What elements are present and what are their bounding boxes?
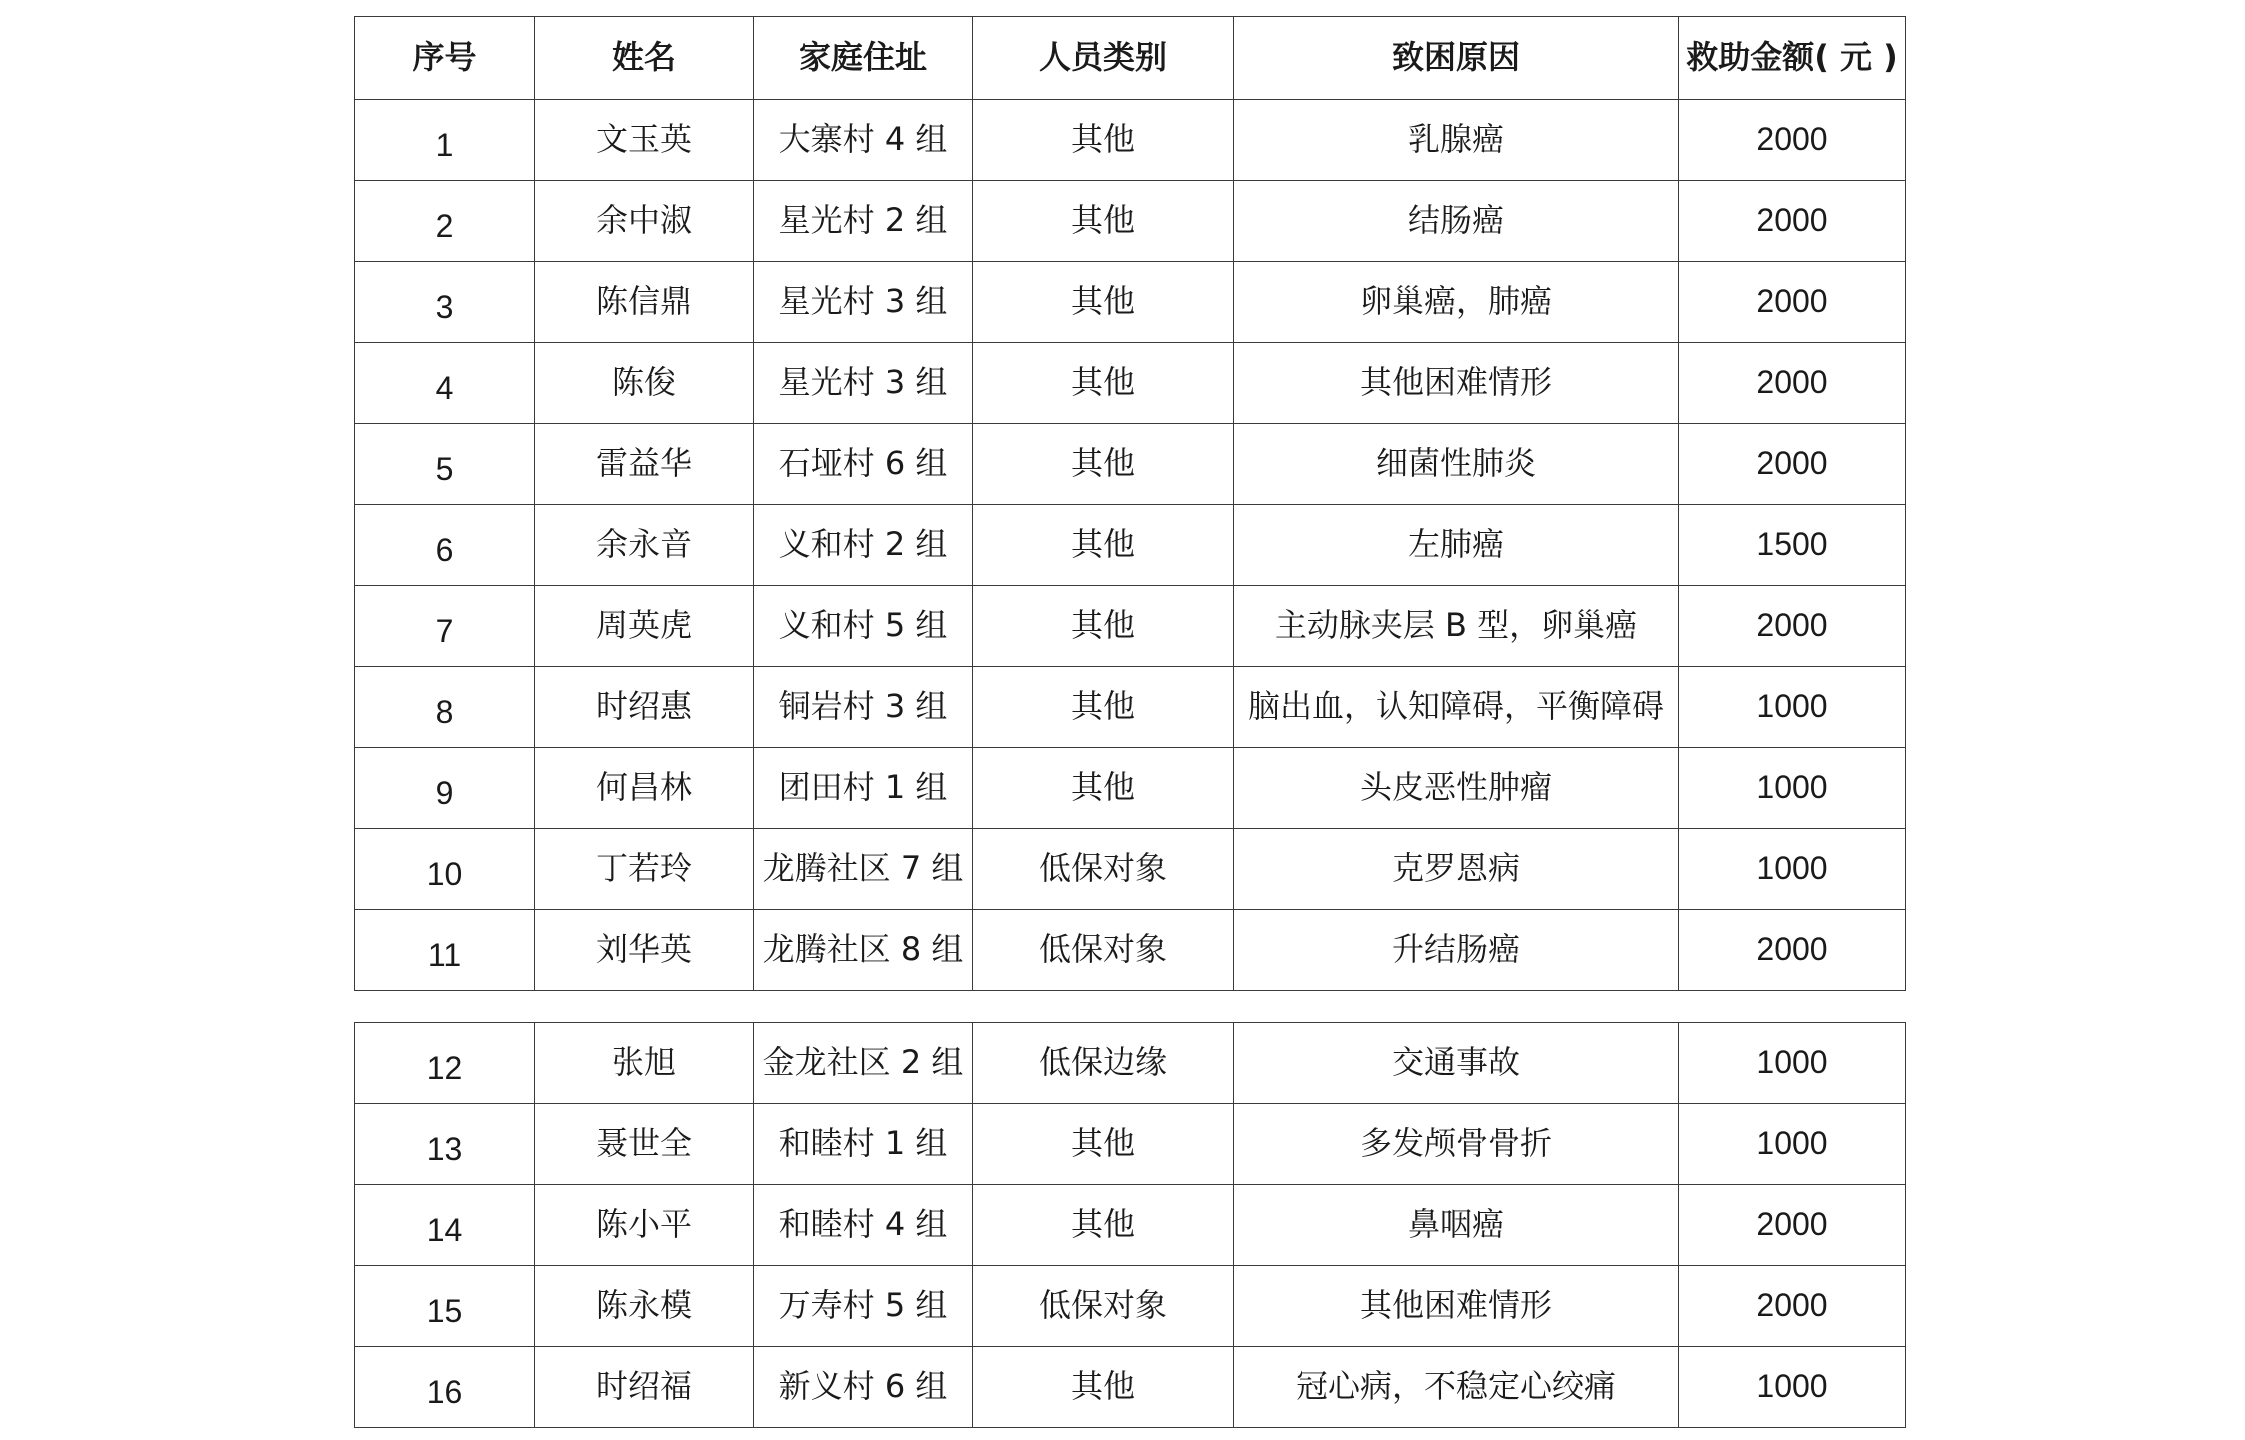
cell-category (973, 1023, 1234, 1104)
cell-category-text: 其他 (1070, 201, 1135, 240)
cell-reason (1234, 1023, 1679, 1104)
cell-reason (1234, 1185, 1679, 1266)
cell-index-text: 12 (426, 1050, 463, 1087)
cell-address (754, 100, 973, 181)
cell-address-text: 石垭村 6 组 (778, 444, 948, 483)
cell-index (355, 1023, 535, 1104)
cell-index (355, 1347, 535, 1428)
cell-amount (1679, 181, 1906, 262)
cell-name-text: 陈俊 (611, 363, 676, 402)
cell-reason-text: 升结肠癌 (1391, 930, 1520, 969)
table-row (355, 748, 1906, 829)
cell-amount-text: 2000 (1756, 121, 1828, 158)
cell-reason-text: 头皮恶性肿瘤 (1359, 768, 1552, 807)
cell-reason (1234, 667, 1679, 748)
cell-category (973, 505, 1234, 586)
cell-name-text: 周英虎 (595, 606, 692, 645)
cell-amount-text: 2000 (1756, 445, 1828, 482)
cell-address (754, 829, 973, 910)
cell-name (535, 748, 754, 829)
cell-index (355, 586, 535, 667)
cell-address (754, 910, 973, 991)
cell-category-text: 其他 (1070, 444, 1135, 483)
table-row (355, 343, 1906, 424)
cell-name (535, 910, 754, 991)
cell-index-text: 10 (426, 856, 463, 893)
cell-reason-text: 其他困难情形 (1359, 1286, 1552, 1325)
table-row (355, 424, 1906, 505)
cell-name (535, 829, 754, 910)
cell-index (355, 505, 535, 586)
table-row (355, 1347, 1906, 1428)
cell-reason-text: 交通事故 (1391, 1043, 1520, 1082)
cell-category (973, 181, 1234, 262)
cell-index (355, 748, 535, 829)
table-row (355, 1104, 1906, 1185)
cell-address-text: 义和村 5 组 (778, 606, 948, 645)
table-row (355, 1266, 1906, 1347)
cell-amount-text: 1000 (1756, 1125, 1828, 1162)
cell-address-text: 龙腾社区 7 组 (762, 849, 964, 888)
table-row (355, 667, 1906, 748)
cell-name (535, 1266, 754, 1347)
header-reason: 致困原因 (1234, 17, 1679, 100)
table-body-part-2 (355, 1023, 1906, 1428)
table-row (355, 100, 1906, 181)
cell-category-text: 低保边缘 (1038, 1043, 1167, 1082)
cell-reason (1234, 910, 1679, 991)
cell-reason-text: 克罗恩病 (1391, 849, 1520, 888)
cell-amount-text: 2000 (1756, 283, 1828, 320)
cell-index (355, 100, 535, 181)
cell-reason-text: 多发颅骨骨折 (1359, 1124, 1552, 1163)
cell-reason (1234, 262, 1679, 343)
cell-index-text: 4 (435, 370, 454, 407)
cell-category (973, 1266, 1234, 1347)
cell-amount (1679, 424, 1906, 505)
cell-amount-text: 1000 (1756, 769, 1828, 806)
cell-name (535, 586, 754, 667)
cell-address (754, 181, 973, 262)
header-index: 序号 (355, 17, 535, 100)
cell-category (973, 262, 1234, 343)
relief-table-part-1 (354, 16, 1906, 991)
cell-address (754, 1185, 973, 1266)
cell-name-text: 文玉英 (595, 120, 692, 159)
cell-address-text: 义和村 2 组 (778, 525, 948, 564)
cell-name-text: 陈信鼎 (595, 282, 692, 321)
cell-amount-text: 1000 (1756, 1368, 1828, 1405)
cell-reason (1234, 586, 1679, 667)
cell-amount (1679, 586, 1906, 667)
cell-index-text: 11 (427, 937, 462, 974)
cell-amount (1679, 910, 1906, 991)
cell-index (355, 181, 535, 262)
cell-index-text: 16 (426, 1374, 463, 1411)
cell-reason-text: 卵巢癌，肺癌 (1359, 282, 1552, 321)
cell-address-text: 和睦村 1 组 (778, 1124, 948, 1163)
cell-index-text: 6 (435, 532, 454, 569)
cell-category (973, 424, 1234, 505)
cell-reason-text: 冠心病，不稳定心绞痛 (1295, 1367, 1616, 1406)
cell-amount (1679, 343, 1906, 424)
cell-reason (1234, 100, 1679, 181)
cell-reason (1234, 1347, 1679, 1428)
cell-amount-text: 2000 (1756, 202, 1828, 239)
table-row (355, 1185, 1906, 1266)
cell-reason (1234, 1104, 1679, 1185)
cell-amount (1679, 748, 1906, 829)
cell-name (535, 1104, 754, 1185)
cell-reason-text: 主动脉夹层 B 型，卵巢癌 (1274, 606, 1638, 645)
cell-amount-text: 2000 (1756, 931, 1828, 968)
cell-reason-text: 细菌性肺炎 (1375, 444, 1536, 483)
header-address: 家庭住址 (754, 17, 973, 100)
cell-category (973, 667, 1234, 748)
cell-index-text: 2 (435, 208, 454, 245)
cell-category-text: 其他 (1070, 687, 1135, 726)
cell-category (973, 586, 1234, 667)
cell-name (535, 424, 754, 505)
cell-reason (1234, 343, 1679, 424)
cell-category (973, 1347, 1234, 1428)
cell-reason-text: 其他困难情形 (1359, 363, 1552, 402)
cell-category (973, 100, 1234, 181)
cell-address-text: 大寨村 4 组 (778, 120, 948, 159)
cell-address (754, 505, 973, 586)
cell-index-text: 14 (426, 1212, 463, 1249)
cell-reason (1234, 181, 1679, 262)
cell-address (754, 586, 973, 667)
cell-address (754, 262, 973, 343)
cell-name-text: 陈永模 (595, 1286, 692, 1325)
cell-address (754, 424, 973, 505)
cell-name (535, 1185, 754, 1266)
cell-name-text: 时绍惠 (595, 687, 692, 726)
cell-index (355, 910, 535, 991)
cell-amount (1679, 1266, 1906, 1347)
cell-amount (1679, 100, 1906, 181)
cell-amount-text: 2000 (1756, 607, 1828, 644)
cell-name-text: 陈小平 (595, 1205, 692, 1244)
cell-amount-text: 1000 (1756, 850, 1828, 887)
cell-index-text: 13 (426, 1131, 463, 1168)
cell-reason-text: 乳腺癌 (1407, 120, 1504, 159)
table-row (355, 910, 1906, 991)
cell-reason (1234, 829, 1679, 910)
cell-name (535, 1023, 754, 1104)
cell-category-text: 低保对象 (1038, 1286, 1167, 1325)
cell-index-text: 7 (435, 613, 454, 650)
table-row (355, 262, 1906, 343)
cell-amount (1679, 1185, 1906, 1266)
cell-amount (1679, 1104, 1906, 1185)
header-name: 姓名 (535, 17, 754, 100)
cell-amount-text: 1000 (1756, 1044, 1828, 1081)
cell-index-text: 15 (426, 1293, 463, 1330)
cell-index (355, 343, 535, 424)
cell-name (535, 667, 754, 748)
cell-category-text: 其他 (1070, 282, 1135, 321)
table-header-row (355, 17, 1906, 100)
cell-reason-text: 左肺癌 (1407, 525, 1504, 564)
cell-reason-text: 脑出血，认知障碍，平衡障碍 (1247, 687, 1664, 726)
header-amount: 救助金额( 元 ) (1679, 17, 1906, 100)
cell-address-text: 星光村 2 组 (778, 201, 948, 240)
cell-address-text: 团田村 1 组 (778, 768, 948, 807)
cell-name-text: 余永音 (595, 525, 692, 564)
cell-amount (1679, 1023, 1906, 1104)
cell-address (754, 343, 973, 424)
cell-index (355, 1104, 535, 1185)
cell-category-text: 其他 (1070, 606, 1135, 645)
cell-address (754, 1347, 973, 1428)
cell-category (973, 1104, 1234, 1185)
table-body-part-1 (355, 100, 1906, 991)
cell-index (355, 1185, 535, 1266)
cell-category (973, 910, 1234, 991)
cell-category-text: 其他 (1070, 363, 1135, 402)
cell-reason (1234, 505, 1679, 586)
cell-name (535, 262, 754, 343)
cell-name-text: 雷益华 (595, 444, 692, 483)
cell-reason (1234, 1266, 1679, 1347)
cell-index (355, 829, 535, 910)
cell-address-text: 万寿村 5 组 (778, 1286, 948, 1325)
cell-address-text: 金龙社区 2 组 (762, 1043, 964, 1082)
cell-index-text: 3 (435, 289, 454, 326)
cell-address-text: 星光村 3 组 (778, 282, 948, 321)
cell-index-text: 9 (435, 775, 454, 812)
cell-amount (1679, 505, 1906, 586)
cell-amount-text: 2000 (1756, 364, 1828, 401)
cell-name-text: 丁若玲 (595, 849, 692, 888)
cell-address (754, 667, 973, 748)
cell-reason (1234, 424, 1679, 505)
cell-category-text: 其他 (1070, 525, 1135, 564)
cell-index (355, 1266, 535, 1347)
cell-amount (1679, 667, 1906, 748)
table-row (355, 586, 1906, 667)
cell-amount-text: 2000 (1756, 1287, 1828, 1324)
cell-name (535, 505, 754, 586)
cell-reason-text: 鼻咽癌 (1407, 1205, 1504, 1244)
cell-category-text: 低保对象 (1038, 849, 1167, 888)
cell-address-text: 和睦村 4 组 (778, 1205, 948, 1244)
cell-category-text: 其他 (1070, 1367, 1135, 1406)
cell-name (535, 343, 754, 424)
cell-index-text: 5 (435, 451, 454, 488)
table-row (355, 181, 1906, 262)
cell-address (754, 1104, 973, 1185)
cell-name-text: 张旭 (611, 1043, 676, 1082)
cell-category-text: 低保对象 (1038, 930, 1167, 969)
table-row (355, 829, 1906, 910)
cell-index (355, 667, 535, 748)
table-row (355, 505, 1906, 586)
cell-address-text: 新义村 6 组 (778, 1367, 948, 1406)
cell-name-text: 何昌林 (595, 768, 692, 807)
cell-amount (1679, 262, 1906, 343)
cell-index-text: 1 (435, 127, 454, 164)
cell-name-text: 时绍福 (595, 1367, 692, 1406)
cell-name (535, 1347, 754, 1428)
cell-address (754, 1023, 973, 1104)
cell-name-text: 余中淑 (595, 201, 692, 240)
cell-amount (1679, 1347, 1906, 1428)
cell-index (355, 262, 535, 343)
cell-category (973, 748, 1234, 829)
cell-amount-text: 1000 (1756, 688, 1828, 725)
header-category: 人员类别 (973, 17, 1234, 100)
cell-name-text: 刘华英 (595, 930, 692, 969)
cell-reason-text: 结肠癌 (1407, 201, 1504, 240)
cell-reason (1234, 748, 1679, 829)
cell-category-text: 其他 (1070, 120, 1135, 159)
table-row (355, 1023, 1906, 1104)
cell-category (973, 1185, 1234, 1266)
cell-address (754, 1266, 973, 1347)
relief-table-part-2 (354, 1022, 1906, 1428)
cell-index (355, 424, 535, 505)
cell-category-text: 其他 (1070, 1124, 1135, 1163)
cell-address-text: 龙腾社区 8 组 (762, 930, 964, 969)
cell-category-text: 其他 (1070, 1205, 1135, 1244)
cell-name (535, 100, 754, 181)
cell-amount-text: 2000 (1756, 1206, 1828, 1243)
cell-address-text: 星光村 3 组 (778, 363, 948, 402)
cell-category-text: 其他 (1070, 768, 1135, 807)
cell-amount-text: 1500 (1756, 526, 1828, 563)
cell-category (973, 343, 1234, 424)
cell-address-text: 铜岩村 3 组 (778, 687, 948, 726)
cell-index-text: 8 (435, 694, 454, 731)
cell-amount (1679, 829, 1906, 910)
cell-name-text: 聂世全 (595, 1124, 692, 1163)
cell-address (754, 748, 973, 829)
cell-name (535, 181, 754, 262)
cell-category (973, 829, 1234, 910)
